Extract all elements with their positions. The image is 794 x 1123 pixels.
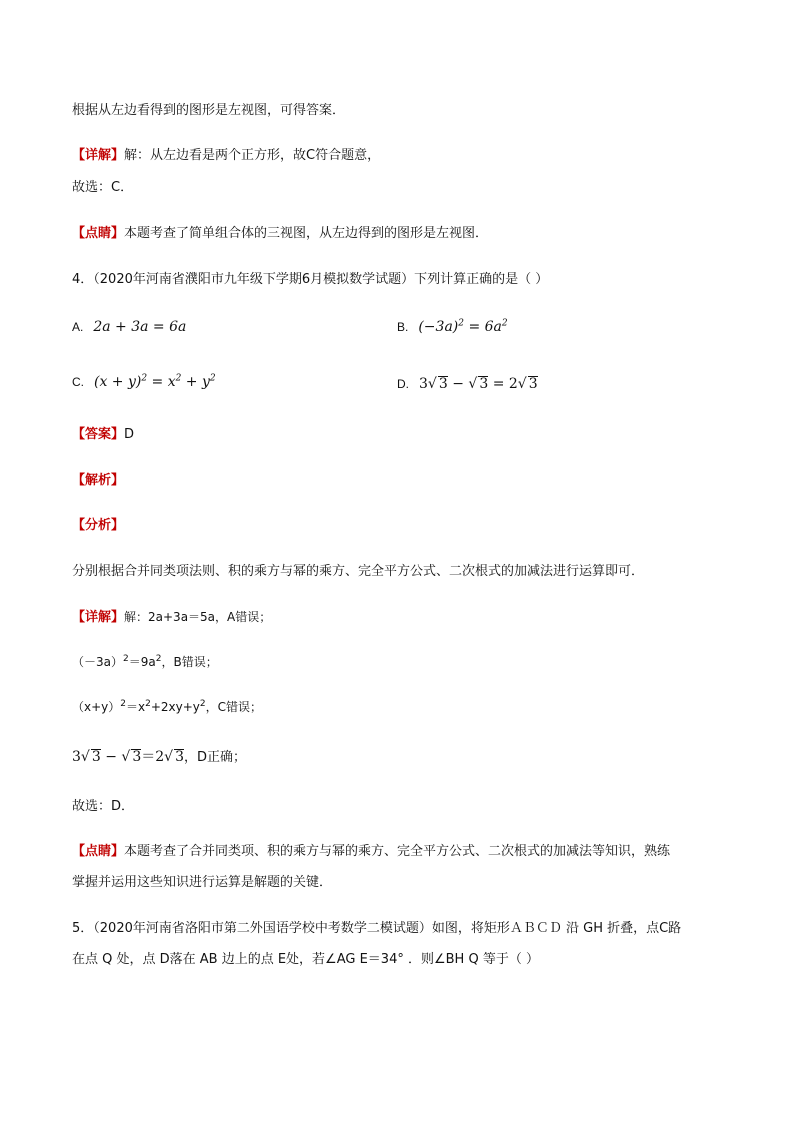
radicand: 3: [479, 376, 489, 392]
expr-part: ＝x: [126, 700, 146, 714]
q4-analysis: 分别根据合并同类项法则、积的乘方与幂的乘方、完全平方公式、二次根式的加减法进行运算即可．: [72, 564, 645, 579]
comment-text: 本题考查了简单组合体的三视图，从左边得到的图形是左视图．: [124, 226, 489, 241]
q4-detail-4: [72, 747, 246, 768]
exponent: 2: [123, 654, 129, 664]
option-label: D.: [397, 377, 409, 391]
q4-comment-1: [72, 842, 670, 862]
coefficient: 3: [72, 749, 81, 765]
expr-part: −: [447, 376, 469, 392]
exponent: 2: [155, 654, 162, 664]
exponent: 2: [175, 373, 182, 384]
expr-part: = 2: [488, 376, 518, 392]
option-label: C.: [72, 375, 84, 389]
expr-part: ＝2: [141, 749, 165, 765]
exponent: 2: [209, 373, 216, 384]
answer-value: D: [124, 427, 135, 442]
radicand: 3: [132, 749, 142, 765]
q4-option-d: [397, 373, 538, 396]
q4-answer: [72, 425, 134, 445]
q5-stem-2: 在点 Q 处，点 D落在 AB 边上的点 E处，若∠AG E＝34° ．则∠BH Q 等于（ ）: [72, 952, 539, 967]
expr-part: ，D正确；: [184, 750, 247, 765]
q3-analysis: 根据从左边看得到的图形是左视图，可得答案．: [72, 103, 346, 118]
radical-icon: √: [80, 749, 90, 765]
q4-option-b: [397, 316, 508, 339]
expr-part: ＝9a: [128, 655, 156, 669]
expr-part: (x + y): [94, 374, 142, 390]
expr-part: （－3a）: [72, 655, 123, 669]
radical-icon: √: [121, 749, 131, 765]
radical-icon: √: [164, 749, 174, 765]
detail-text: 解：2a+3a＝5a，A错误；: [124, 610, 272, 624]
answer-tag: 【答案】: [72, 427, 125, 442]
radical-icon: √: [517, 376, 527, 392]
q4-stem: 4．（2020年河南省濮阳市九年级下学期6月模拟数学试题）下列计算正确的是（ ）: [72, 272, 549, 287]
coefficient: 3: [419, 376, 428, 392]
expr-part: (−3a): [418, 319, 459, 335]
option-label: A.: [72, 320, 84, 334]
exponent: 2: [141, 373, 148, 384]
q4-detail-3: [72, 697, 262, 717]
radicand: 3: [91, 749, 101, 765]
option-label: B.: [397, 320, 409, 334]
exponent: 2: [120, 699, 126, 709]
option-expr: 2a + 3a = 6a: [93, 319, 187, 335]
comment-tag: 【点睛】: [72, 226, 125, 241]
q3-detail: [72, 146, 380, 166]
radicand: 3: [438, 376, 448, 392]
detail-text: 解：从左边看是两个正方形，故C符合题意，: [124, 148, 381, 163]
q4-comment-2: 掌握并运用这些知识进行运算是解题的关键．: [72, 875, 333, 890]
radicand: 3: [528, 376, 538, 392]
comment-text: 本题考查了合并同类项、积的乘方与幂的乘方、完全平方公式、二次根式的加减法等知识，熟练: [124, 844, 671, 859]
expr-part: +2xy+y: [150, 700, 200, 714]
radicand: 3: [175, 749, 185, 765]
exponent: 2: [458, 318, 464, 329]
exponent: 2: [145, 699, 151, 709]
detail-tag: 【详解】: [72, 148, 125, 163]
q4-choice: 故选：D．: [72, 799, 135, 814]
expr-part: = 6a: [464, 319, 502, 335]
q4-jiexi-tag: 【解析】: [72, 473, 125, 488]
radical-icon: √: [468, 376, 478, 392]
expr-part: ，C错误；: [205, 700, 263, 714]
expr-part: + y: [181, 374, 210, 390]
q4-option-a: [72, 316, 186, 339]
exponent: 2: [199, 699, 206, 709]
detail-tag: 【详解】: [72, 610, 125, 625]
expr-part: ，B错误；: [161, 655, 218, 669]
expr-part: = x: [147, 374, 176, 390]
q4-detail-2: [72, 652, 218, 672]
radical-icon: √: [427, 376, 437, 392]
q5-stem-1: 5．（2020年河南省洛阳市第二外国语学校中考数学二模试题）如图，将矩形ＡＢＣＤ 沿 GH 折叠，点C路: [72, 921, 682, 936]
expr-part: （x+y）: [72, 700, 121, 714]
q4-detail-1: [72, 607, 271, 628]
q3-comment: [72, 224, 488, 244]
q4-option-c: [72, 371, 216, 394]
exponent: 2: [501, 318, 508, 329]
q3-choice: 故选：C．: [72, 180, 134, 195]
expr-part: −: [100, 749, 122, 765]
q4-fenxi-tag: 【分析】: [72, 518, 125, 533]
comment-tag: 【点睛】: [72, 844, 125, 859]
